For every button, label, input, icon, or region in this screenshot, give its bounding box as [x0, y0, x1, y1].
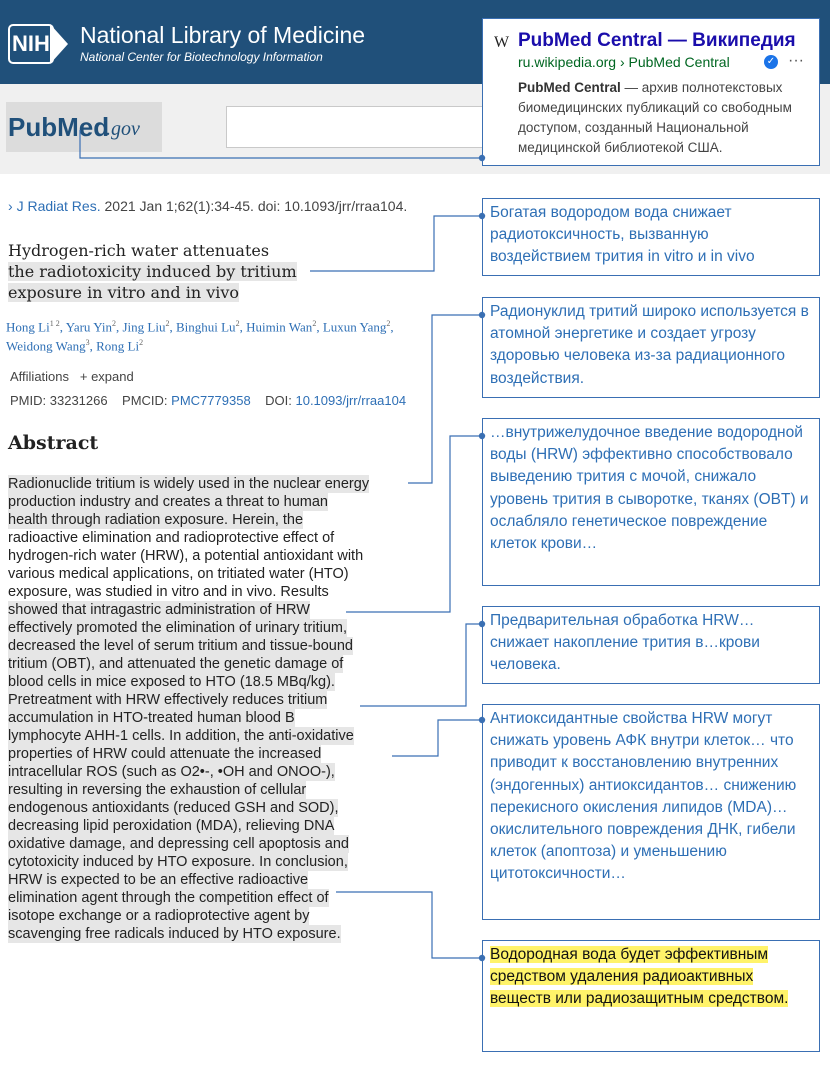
abstract-line: effectively promoted the elimination of urinary tritium, — [8, 620, 348, 636]
wikipedia-description: PubMed Central — архив полнотекстовых биомедицинских публикаций со свободным доступом, созданный Национальной медицинской библиотекой США. — [518, 80, 792, 155]
note-box-results: …внутрижелудочное введение водородной воды (HRW) эффективно способствовало выведению трития с мочой, снижало уровень трития в сыворотке, тканях (OBT) и ослабляло генетическое повреждение клеток крови… — [482, 418, 820, 586]
connector-wiki — [80, 130, 482, 158]
wikipedia-title[interactable]: PubMed Central — Википедия — [518, 30, 796, 51]
connector-conclusion — [336, 892, 482, 958]
abstract-line: endogenous antioxidants (reduced GSH and SOD), — [8, 800, 339, 816]
title-line: the radiotoxicity induced by tritium — [8, 262, 297, 281]
abstract-line: lymphocyte AHH-1 cells. In addition, the anti-oxidative — [8, 728, 354, 744]
abstract-line: HRW is expected to be an effective radioactive — [8, 872, 309, 888]
connector-dot — [479, 717, 485, 723]
abstract-line: showed that intragastric administration of HRW — [8, 602, 310, 618]
connector-intro — [408, 315, 482, 483]
pmcid-link[interactable]: PMC7779358 — [171, 393, 251, 408]
title-line: exposure in vitro and in vivo — [8, 283, 240, 302]
note-box-title: Богатая водородом вода снижает радиотоксичность, вызванную воздействием трития in vitro и in vivo — [482, 198, 820, 276]
note-box-conclusion: Водородная вода будет эффективным средством удаления радиоактивных веществ или радиозащитным средством. — [482, 940, 820, 1052]
chevron-right-icon: › — [8, 198, 13, 214]
plus-icon: + — [79, 369, 88, 384]
connector-antioxidant — [392, 720, 482, 756]
author-list: Hong $Li^{1 2}$, Yaru Yin$^2$, Jing Liu$^2$, Binghui Lu$^2$, Huimin Wan$^2$, Luxun Yang$^2$, Weidong Wang$^3$, Rong Li$^2$ — [6, 319, 394, 354]
verified-check-icon: ✓ — [764, 55, 778, 69]
abstract-line: resulting in reversing the exhaustion of cellular — [8, 782, 307, 798]
pubmed-logo-text: PubMed — [8, 112, 110, 142]
note-box-pretreatment: Предварительная обработка HRW… снижает накопление трития в…крови человека. — [482, 606, 820, 684]
connector-pretreatment — [360, 624, 482, 706]
abstract-line: elimination agent through the competition effect of — [8, 890, 329, 906]
connector-dot — [479, 312, 485, 318]
note-box-intro: Радионуклид тритий широко используется в атомной энергетике и создает угрозу здоровью человека из-за радиационного воздействия. — [482, 297, 820, 398]
abstract-line: cytotoxicity induced by HTO exposure. In conclusion, — [8, 854, 348, 870]
abstract-line: accumulation in HTO-treated human blood B — [8, 710, 295, 726]
connector-dot — [479, 955, 485, 961]
citation-details: 2021 Jan 1;62(1):34-45. doi: 10.1093/jrr/rraa104. — [104, 198, 408, 214]
wikipedia-url: ru.wikipedia.org › PubMed Central — [518, 54, 730, 70]
author-link[interactable]: Jing Liu — [122, 319, 166, 335]
journal-link[interactable]: J Radiat Res. — [16, 198, 101, 214]
abstract-line: isotope exchange or a radioprotective agent by — [8, 908, 310, 924]
author-link[interactable]: Binghui Lu — [175, 319, 236, 335]
abstract-line: radioactive elimination and radioprotective effect of — [8, 530, 335, 546]
abstract-line: scavenging free radicals induced by HTO exposure. — [8, 926, 341, 942]
note-box-antioxidant: Антиоксидантные свойства HRW могут снижать уровень АФК внутри клеток… что приводит к восстановлению внутренних (эндогенных) антиоксидантов… снижению перекисного окисления липидов (MDA)… окислительного повреждения ДНК, гибели клеток (апоптоза) и уменьшению цитотоксичности… — [482, 704, 820, 920]
author-link[interactable]: Weidong Wang — [6, 338, 86, 354]
abstract-line: decreasing lipid peroxidation (MDA), relieving DNA — [8, 818, 335, 834]
abstract-line: health through radiation exposure. Herein, the — [8, 512, 304, 528]
author-link[interactable]: Rong Li — [96, 338, 140, 354]
affiliations-toggle[interactable]: Affiliations + expand — [10, 369, 134, 384]
pmid-value: 33231266 — [49, 393, 108, 408]
wikipedia-icon: W — [494, 34, 510, 51]
abstract-line: tritium (OBT), and attenuated the genetic damage of — [8, 656, 344, 672]
title-line: Hydrogen-rich water attenuates — [8, 241, 270, 260]
connector-dot — [479, 621, 485, 627]
abstract-line: hydrogen-rich water (HRW), a potential antioxidant with — [8, 548, 364, 564]
abstract-line: decreased the level of serum tritium and tissue-bound — [8, 638, 353, 654]
abstract-line: blood cells in mice exposed to HTO (18.5 MBq/kg). — [8, 674, 335, 690]
author-link[interactable]: Luxun Yang — [322, 319, 387, 335]
author-link[interactable]: Hong Li — [6, 319, 50, 335]
author-link[interactable]: Yaru Yin — [65, 319, 112, 335]
abstract-line: exposure, was studied in vitro and in vivo. Results — [8, 584, 329, 600]
org-subtitle: National Center for Biotechnology Information — [80, 50, 323, 64]
abstract-line: intracellular ROS (such as O2•-, •OH and ONOO-), — [8, 764, 335, 780]
doi-link[interactable]: 10.1093/jrr/rraa104 — [295, 393, 407, 408]
author-link[interactable]: Huimin Wan — [246, 319, 313, 335]
abstract-line: various medical applications, on tritiated water (HTO) — [8, 566, 349, 582]
connector-dot — [479, 213, 485, 219]
identifiers: PMID: 33231266 PMCID: PMC7779358 DOI: 10.1093/jrr/rraa104 — [10, 393, 407, 408]
org-name[interactable]: National Library of Medicine — [80, 22, 366, 48]
nih-logo[interactable]: NIH — [8, 24, 54, 64]
abstract-line: properties of HRW could attenuate the increased — [8, 746, 322, 762]
abstract-heading: Abstract — [8, 432, 99, 454]
connector-title — [310, 216, 482, 271]
connector-results — [346, 436, 482, 612]
abstract-line: production industry and creates a threat to human — [8, 494, 328, 510]
pubmed-logo-gov: .gov — [106, 118, 140, 140]
abstract-line: oxidative damage, and depressing cell apoptosis and — [8, 836, 349, 852]
connector-dot — [479, 155, 485, 161]
abstract-line: Pretreatment with HRW effectively reduces tritium — [8, 692, 328, 708]
abstract-line: Radionuclide tritium is widely used in the nuclear energy — [8, 476, 370, 492]
connector-dot — [479, 433, 485, 439]
more-options-icon[interactable]: ··· — [788, 52, 804, 69]
